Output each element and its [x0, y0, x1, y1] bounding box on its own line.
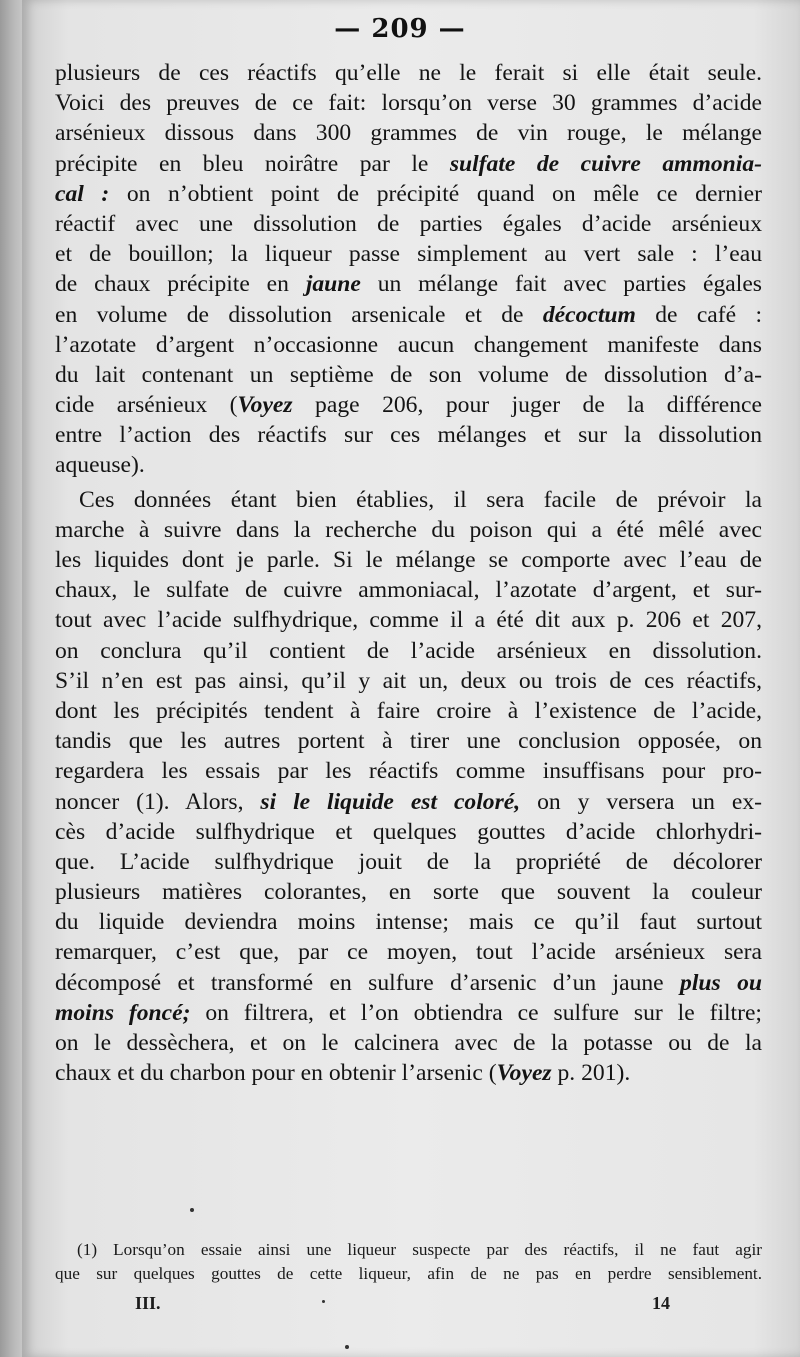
paragraph-1 [55, 58, 762, 481]
italic-emphasis: jaune [305, 271, 361, 298]
text-line [55, 179, 762, 209]
text-run: de chaux précipite en [55, 271, 306, 298]
text-line [55, 390, 762, 420]
text-run: noncer (1). Alors, [55, 788, 261, 815]
text-line [55, 787, 762, 817]
text-line: aqueuse). [55, 452, 145, 479]
text-line: l’azotate d’argent n’occasionne aucun changement manifeste dans [55, 331, 762, 358]
text-line: on conclura qu’il contient de l’acide arsénieux en dissolution. [55, 637, 762, 664]
text-run: de café : [635, 301, 762, 328]
text-line: chaux, le sulfate de cuivre ammoniacal, l’azotate d’argent, et sur- [55, 577, 762, 604]
footnote-line: (1) Lorsqu’on essaie ainsi une liqueur suspecte par des réactifs, il ne faut agir [77, 1240, 762, 1259]
ink-speck [190, 1208, 194, 1212]
text-line: du lait contenant un septième de son volume de dissolution d’a- [55, 361, 762, 388]
text-line: plusieurs de ces réactifs qu’elle ne le ferait si elle était seule. [55, 60, 762, 86]
text-line [55, 1058, 762, 1088]
text-line: on le dessèchera, et on le calcinera avec de la potasse ou de la [55, 1030, 762, 1056]
text-line: que. L’acide sulfhydrique jouit de la propriété de décolorer [55, 848, 762, 875]
text-line [55, 968, 762, 998]
italic-emphasis: Voyez [496, 1060, 552, 1087]
ink-speck [345, 1345, 349, 1349]
text-line [55, 300, 762, 330]
text-line: marche à suivre dans la recherche du poison qui a été mêlé avec [55, 516, 762, 543]
text-line: Voici des preuves de ce fait: lorsqu’on verse 30 grammes d’acide [55, 90, 762, 117]
text-line: tandis que les autres portent à tirer une conclusion opposée, on [55, 728, 762, 755]
text-run: en volume de dissolution arsenicale et de [55, 301, 543, 328]
text-line [55, 998, 762, 1028]
text-line: les liquides dont je parle. Si le mélange se comporte avec l’eau de [55, 547, 762, 573]
text-run: page 206, pour juger de la différence [292, 392, 762, 419]
text-run: on y versera un ex- [520, 788, 763, 815]
italic-emphasis: si le liquide est coloré, [260, 788, 521, 815]
footnote [55, 1238, 762, 1286]
text-line [55, 149, 762, 179]
text-line: du liquide deviendra moins intense; mais ce qu’il faut surtout [55, 909, 762, 936]
italic-emphasis: moins foncé; [55, 999, 191, 1026]
text-run: décomposé et transformé en sulfure d’arsenic d’un jaune [55, 969, 681, 996]
footnote-line: que sur quelques gouttes de cette liqueur, afin de ne pas en perdre sensiblement. [55, 1264, 762, 1283]
text-line: Ces données étant bien établies, il sera facile de prévoir la [79, 486, 762, 513]
page-number: — 209 — [334, 14, 466, 44]
text-line: remarquer, c’est que, par ce moyen, tout l’acide arsénieux sera [55, 939, 762, 966]
text-run: p. 201). [551, 1060, 631, 1087]
italic-emphasis: cal : [55, 180, 110, 207]
italic-emphasis: plus ou [680, 969, 762, 996]
text-run: précipite en bleu noirâtre par le [55, 150, 450, 177]
text-line: et de bouillon; la liqueur passe simplement au vert sale : l’eau [55, 241, 762, 268]
sheet-number: 14 [652, 1293, 670, 1313]
text-line: arsénieux dissous dans 300 grammes de vin rouge, le mélange [55, 120, 762, 147]
page-binding-edge [0, 0, 22, 1357]
text-line [55, 269, 762, 299]
text-run: on n’obtient point de précipité quand on mêle ce dernier [109, 180, 762, 207]
text-line: réactif avec une dissolution de parties égales d’acide arsénieux [55, 210, 762, 237]
text-line: S’il n’en est pas ainsi, qu’il y ait un, deux ou trois de ces réactifs, [55, 667, 762, 694]
text-line: dont les précipités tendent à faire croire à l’existence de l’acide, [55, 697, 762, 724]
text-line: cès d’acide sulfhydrique et quelques gouttes d’acide chlorhydri- [55, 818, 762, 845]
paragraph-2 [55, 485, 762, 1089]
text-run: on filtrera, et l’on obtiendra ce sulfure sur le filtre; [190, 999, 762, 1026]
italic-emphasis: décoctum [542, 301, 636, 328]
text-line: tout avec l’acide sulfhydrique, comme il a été dit aux p. 206 et 207, [55, 607, 762, 634]
text-line: plusieurs matières colorantes, en sorte que souvent la couleur [55, 879, 762, 906]
text-run: chaux et du charbon pour en obtenir l’arsenic ( [55, 1060, 497, 1087]
volume-mark: III. [135, 1293, 161, 1313]
text-line: entre l’action des réactifs sur ces mélanges et sur la dissolution [55, 422, 762, 449]
text-line: regardera les essais par les réactifs comme insuffisans pour pro- [55, 758, 762, 785]
text-run: un mélange fait avec parties égales [360, 271, 762, 298]
text-run: cide arsénieux ( [55, 392, 238, 419]
italic-emphasis: sulfate de cuivre ammonia- [449, 150, 762, 177]
ink-speck [322, 1300, 325, 1303]
main-text [55, 58, 762, 1088]
italic-emphasis: Voyez [237, 392, 293, 419]
